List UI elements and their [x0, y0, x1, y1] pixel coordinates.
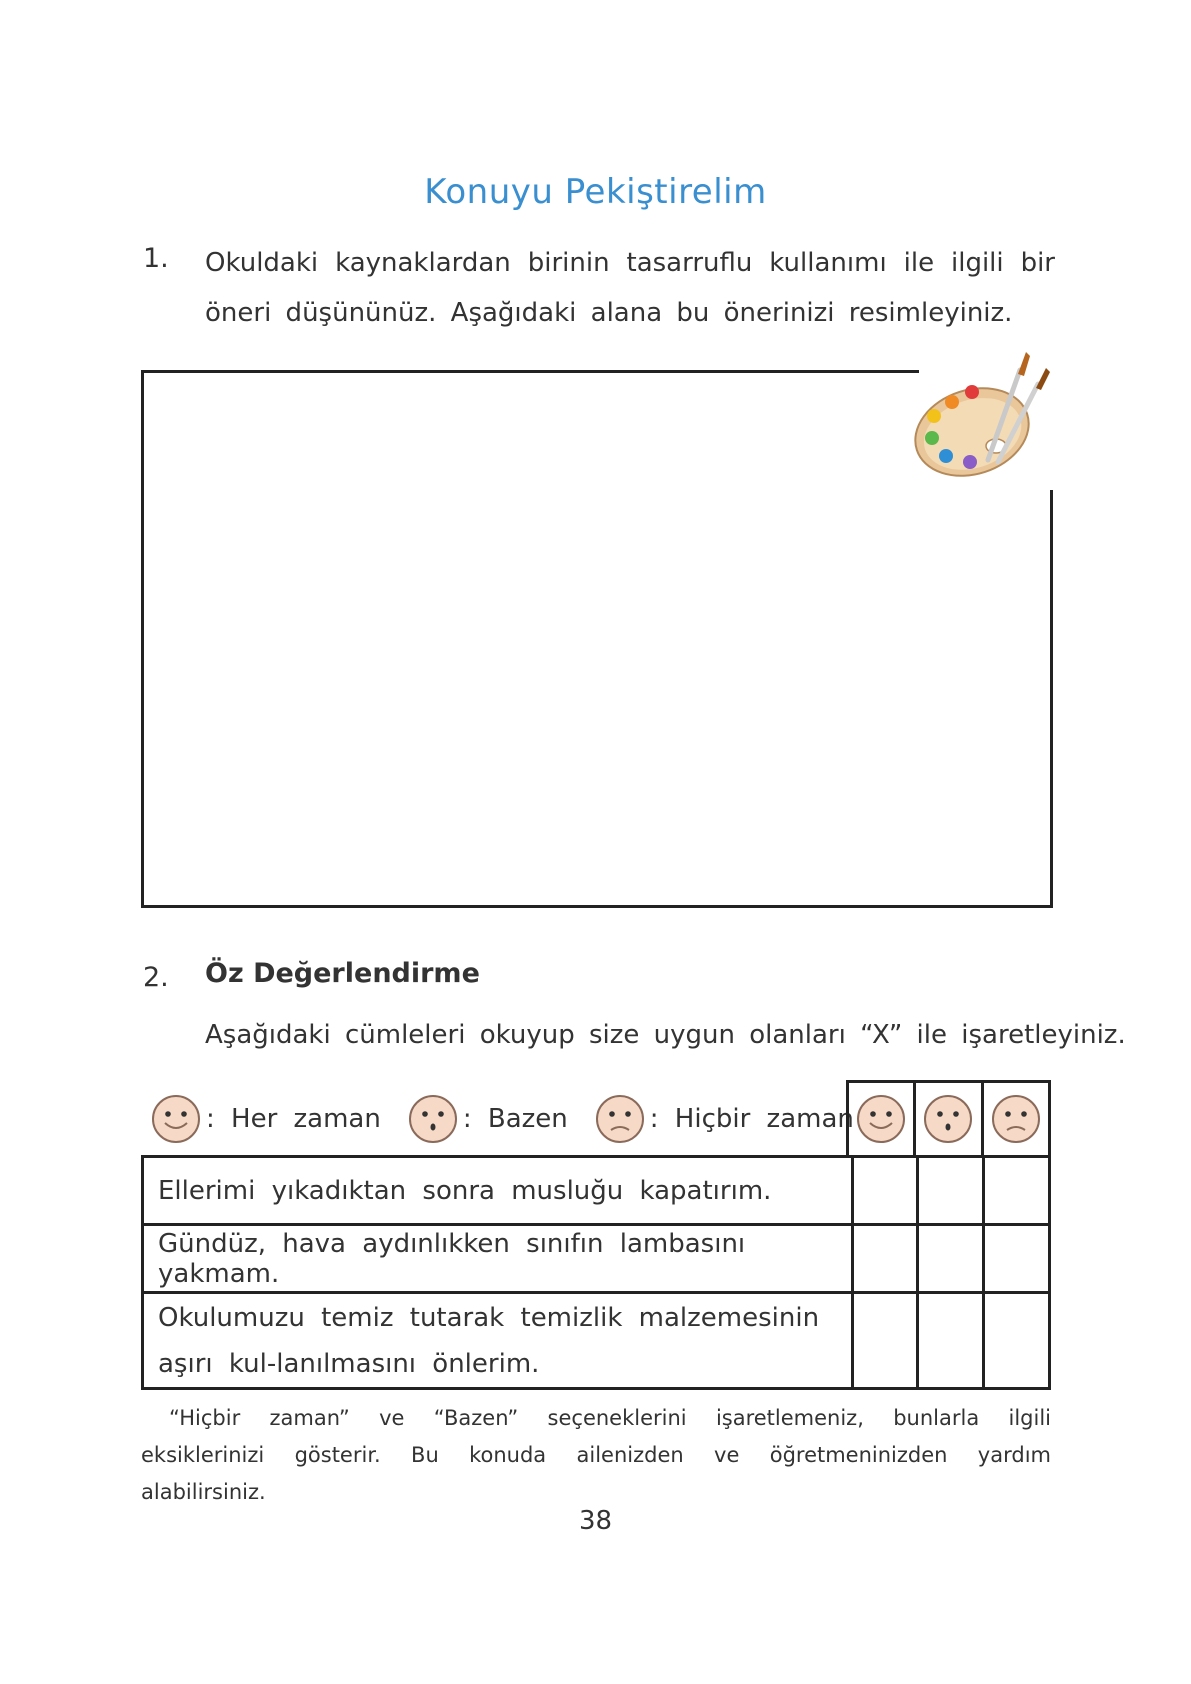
checkbox-sometimes[interactable]: [918, 1157, 984, 1225]
legend-neutral: [407, 1093, 568, 1145]
sad-face-icon: [594, 1093, 646, 1145]
sad-face-icon: [990, 1093, 1042, 1145]
checkbox-always[interactable]: [852, 1157, 918, 1225]
self-assessment-title: Öz Değerlendirme: [205, 958, 480, 989]
question-1-text: Okuldaki kaynaklardan birinin tasarruflu kullanımı ile ilgili bir öneri düşününüz. Aşağıdaki alana bu önerinizi resimleyiniz.: [205, 248, 1055, 328]
drawing-area-right-border: [1050, 490, 1053, 908]
checkbox-always[interactable]: [852, 1293, 918, 1389]
rating-header: [846, 1080, 1051, 1155]
checkbox-never[interactable]: [984, 1157, 1050, 1225]
legend-happy-label: : Her zaman: [206, 1104, 381, 1134]
table-row: [143, 1225, 1050, 1293]
rating-header-happy: [849, 1083, 916, 1155]
face-legend: [150, 1090, 880, 1148]
statement-table: [141, 1155, 1051, 1390]
checkbox-sometimes[interactable]: [918, 1293, 984, 1389]
checkbox-never[interactable]: [984, 1293, 1050, 1389]
neutral-face-icon: [922, 1093, 974, 1145]
checkbox-always[interactable]: [852, 1225, 918, 1293]
question-2-number: 2.: [143, 962, 169, 993]
legend-happy: [150, 1093, 381, 1145]
page-number: 38: [578, 1506, 613, 1536]
rating-header-neutral: [916, 1083, 983, 1155]
rating-header-sad: [984, 1083, 1048, 1155]
checkbox-never[interactable]: [984, 1225, 1050, 1293]
drawing-area-top-border: [144, 370, 919, 373]
legend-neutral-label: : Bazen: [462, 1104, 568, 1134]
table-row: [143, 1157, 1050, 1225]
page-title: Konuyu Pekiştirelim: [424, 172, 767, 212]
statement-text: Gündüz, hava aydınlıkken sınıfın lambasını yakmam.: [143, 1225, 853, 1293]
legend-sad: [594, 1093, 854, 1145]
neutral-face-icon: [407, 1093, 459, 1145]
happy-face-icon: [150, 1093, 202, 1145]
legend-sad-label: : Hiçbir zaman: [649, 1104, 854, 1134]
question-1-number: 1.: [143, 243, 169, 274]
table-row: [143, 1293, 1050, 1389]
footnote: “Hiçbir zaman” ve “Bazen” seçeneklerini işaretlemeniz, bunlarla ilgili eksiklerinizi gösterir. Bu konuda ailenizden ve öğretmeninizden yardım alabilirsiniz.: [141, 1406, 1051, 1504]
checkbox-sometimes[interactable]: [918, 1225, 984, 1293]
statement-text: Okulumuzu temiz tutarak temizlik malzemesinin aşırı kul-lanılmasını önlerim.: [143, 1293, 853, 1389]
self-assessment-instruction: Aşağıdaki cümleleri okuyup size uygun olanları “X” ile işaretleyiniz.: [205, 1020, 1126, 1050]
statement-text: Ellerimi yıkadıktan sonra musluğu kapatırım.: [143, 1157, 853, 1225]
happy-face-icon: [855, 1093, 907, 1145]
paint-palette-icon: [910, 350, 1050, 490]
